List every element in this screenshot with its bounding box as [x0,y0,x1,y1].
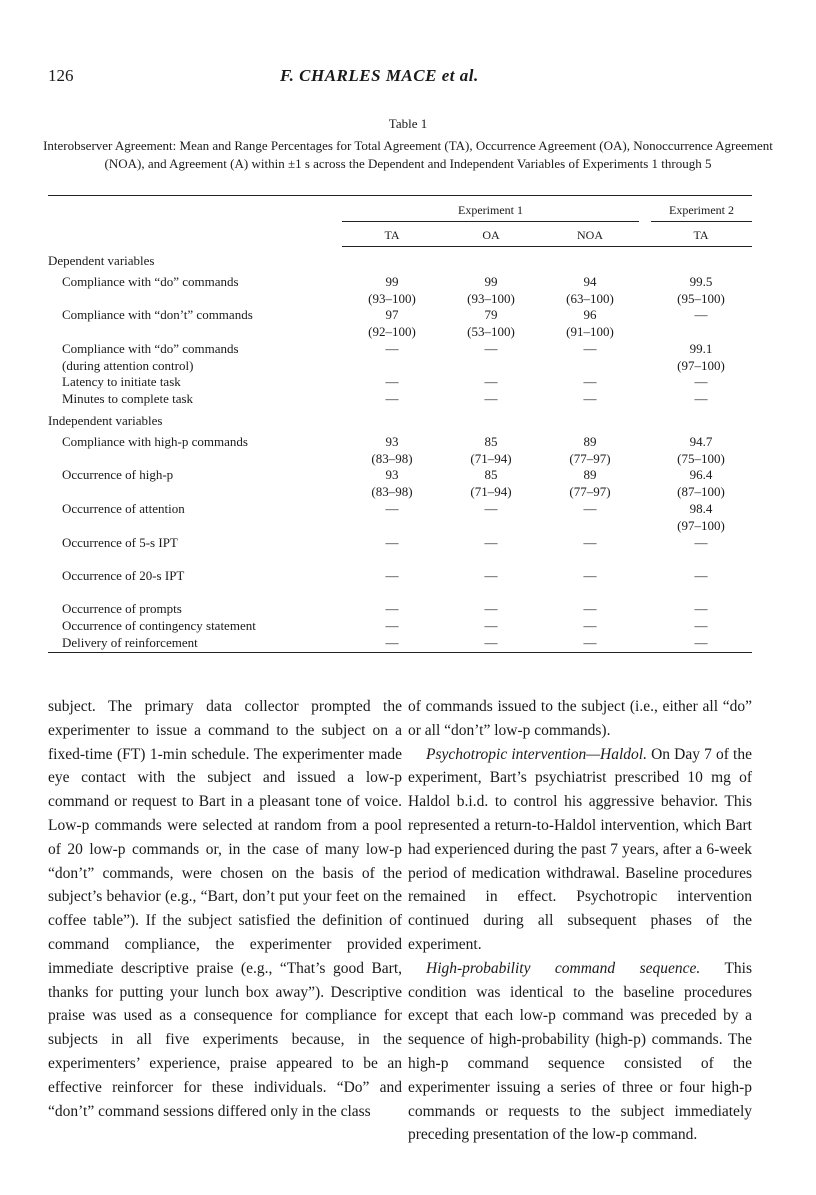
row-label [62,617,342,634]
table-cell [540,600,640,617]
table-cell [651,340,751,374]
cell-range: (87–100) [677,484,725,499]
cell-mean: 99.1 [689,341,713,356]
table-cell [540,500,640,517]
table-cell [540,273,640,307]
cell-mean: 99 [385,274,399,289]
cell-mean: — [694,391,708,406]
table-cell [342,500,442,517]
row-label-line: Compliance with “do” commands [62,274,239,289]
experiment-2-rule [651,221,752,222]
table-cell [441,500,541,517]
cell-mean: 85 [484,434,498,449]
row-label-line: Occurrence of 5-s IPT [62,535,178,550]
row-label [62,306,342,323]
cell-mean: 93 [385,467,399,482]
table-cell [441,634,541,651]
highp-heading: High-probability command sequence. [426,959,701,977]
table-cell [540,634,640,651]
group-header-experiment-1: Experiment 1 [458,203,523,217]
cell-range: (83–98) [371,484,413,499]
cell-mean: — [385,374,399,389]
table-cell [441,433,541,467]
cell-mean: 85 [484,467,498,482]
row-label-line: Occurrence of prompts [62,601,182,616]
haldol-paragraph [408,743,752,957]
cell-mean: — [583,601,597,616]
cell-mean: — [385,501,399,516]
cell-mean: 79 [484,307,498,322]
table-cell [540,433,640,467]
row-label-line: Delivery of reinforcement [62,635,198,650]
cell-mean: — [583,618,597,633]
table-cell [651,390,751,407]
row-label [62,340,342,374]
table-cell [441,373,541,390]
row-label-line: Minutes to complete task [62,391,194,406]
cell-mean: — [583,391,597,406]
row-label-line: Compliance with high-p commands [62,434,248,449]
table-cell [651,500,751,534]
row-label-line: Occurrence of high-p [62,467,174,482]
body-paragraph: subject. The primary data collector prompted the experimenter to issue a command to the subject on a fixed-time (FT) 1-min schedule. The experimenter made eye contact with the subject and issued a low-p command or request to Bart in a pleasant tone of voice. Low-p commands were selected at random from a pool of 20 low-p commands or, in the case of many low-p “don’t” commands, were chosen on the basis of the subject’s behavior (e.g., “Bart, don’t put your feet on the coffee table”). If the subject satisfied the definition of command compliance, the experimenter provided immediate descriptive praise (e.g., “That’s good Bart, thanks for putting your lunch box away”). Descriptive praise was used as a consequence for compliance for subjects in all five experiments because, in the experimenters’ experience, praise appeared to be an effective reinforcer for these individuals. “Do” and “don’t” command sessions differed only in the class [48,698,402,1120]
table-cell [651,433,751,467]
highp-paragraph [408,957,752,1147]
cell-mean: — [385,341,399,356]
body-paragraph-continuation: of commands issued to the subject (i.e., either all “do” or all “don’t” low-p commands). [408,698,752,739]
cell-mean: 93 [385,434,399,449]
cell-mean: — [694,307,708,322]
table-top-rule [48,195,752,196]
table-cell [651,373,751,390]
cell-range: (63–100) [566,291,614,306]
table-cell [441,617,541,634]
cell-mean: — [694,568,708,583]
table-cell [342,634,442,651]
row-label-line: Compliance with “do” commands [62,341,239,356]
column-header-ta-2: TA [693,228,709,242]
cell-range: (97–100) [677,518,725,533]
table-bottom-rule [48,652,752,653]
table-cell [342,306,442,340]
cell-range: (97–100) [677,358,725,373]
cell-mean: — [484,535,498,550]
cell-mean: — [583,535,597,550]
table-cell [342,273,442,307]
table-cell [342,466,442,500]
cell-mean: — [583,568,597,583]
table-cell [342,534,442,551]
cell-mean: 98.4 [689,501,713,516]
section-label: Independent variables [48,413,163,428]
cell-mean: — [583,374,597,389]
table-cell [441,567,541,584]
group-header-experiment-2: Experiment 2 [669,203,734,217]
table-cell [651,466,751,500]
experiment-1-rule [342,221,639,222]
cell-mean: 89 [583,434,597,449]
body-column-right [408,695,752,1147]
cell-range: (53–100) [467,324,515,339]
table-cell [651,617,751,634]
cell-mean: — [385,391,399,406]
table-number: Table 1 [388,116,428,131]
row-label-line: Occurrence of attention [62,501,185,516]
cell-mean: — [385,618,399,633]
column-header-noa: NOA [577,228,603,242]
cell-range: (75–100) [677,451,725,466]
row-label [62,534,342,551]
cell-mean: — [484,568,498,583]
table-cell [651,306,751,323]
table-cell [342,373,442,390]
cell-mean: 96.4 [689,467,713,482]
row-label-line: Occurrence of contingency statement [62,618,256,633]
row-label [62,433,342,450]
table-cell [540,617,640,634]
column-header-oa: OA [482,228,500,242]
table-cell [342,600,442,617]
cell-mean: — [694,601,708,616]
table-cell [540,567,640,584]
cell-mean: 94.7 [689,434,713,449]
table-cell [441,273,541,307]
table-cell [342,340,442,357]
cell-range: (77–97) [569,484,611,499]
table-cell [540,340,640,357]
table-cell [441,306,541,340]
cell-mean: 89 [583,467,597,482]
table-cell [651,273,751,307]
cell-range: (71–94) [470,484,512,499]
cell-range: (92–100) [368,324,416,339]
column-header-rule [342,246,752,247]
cell-mean: — [484,618,498,633]
table-cell [651,534,751,551]
row-label-line: (during attention control) [62,358,194,373]
table-cell [651,600,751,617]
table-cell [441,600,541,617]
cell-mean: — [385,601,399,616]
row-label [62,500,342,517]
table-cell [540,373,640,390]
table-cell [540,466,640,500]
table-title: Interobserver Agreement: Mean and Range Percentages for Total Agreement (TA), Occurrence Agreement (OA), Nonoccurrence Agreement (NOA), and Agreement (A) within ±1 s across the Dependent and Independent Variables of Experiments 1 through 5 [43,138,773,171]
cell-range: (83–98) [371,451,413,466]
cell-range: (91–100) [566,324,614,339]
table-cell [441,534,541,551]
row-label [62,273,342,290]
cell-mean: 99.5 [689,274,713,289]
table-cell [540,534,640,551]
row-label [62,466,342,483]
page-number: 126 [48,66,74,85]
row-label [62,390,342,407]
table-cell [651,567,751,584]
running-title: F. CHARLES MACE et al. [280,66,479,85]
cell-mean: — [583,635,597,650]
haldol-heading: Psychotropic intervention—Haldol. [426,745,647,763]
table-cell [540,306,640,340]
table-cell [441,390,541,407]
cell-mean: — [484,391,498,406]
cell-mean: 96 [583,307,597,322]
row-label-line: Latency to initiate task [62,374,181,389]
table-cell [651,634,751,651]
cell-mean: — [385,535,399,550]
table-cell [540,390,640,407]
row-label [62,634,342,651]
cell-mean: — [583,501,597,516]
cell-mean: — [694,535,708,550]
cell-range: (93–100) [467,291,515,306]
running-head [48,66,748,90]
cell-mean: 99 [484,274,498,289]
cell-range: (71–94) [470,451,512,466]
haldol-text: On Day 7 of the experiment, Bart’s psychiatrist prescribed 10 mg of Haldol b.i.d. to control his aggressive behavior. This represented a return-to-Haldol intervention, which Bart had experienced during the past 7 years, after a 6-week period of medication withdrawal. Baseline procedures remained in effect. Psychotropic intervention continued during all subsequent phases of the experiment. [408,745,752,953]
cell-mean: — [484,635,498,650]
table-cell [441,466,541,500]
table-cell [342,617,442,634]
cell-range: (95–100) [677,291,725,306]
row-label [62,600,342,617]
table-caption [40,115,776,173]
cell-mean: 97 [385,307,399,322]
section-label: Dependent variables [48,253,155,268]
cell-mean: — [385,568,399,583]
cell-mean: — [583,341,597,356]
table-cell [342,567,442,584]
row-label-line: Compliance with “don’t” commands [62,307,253,322]
cell-mean: — [484,501,498,516]
table-cell [441,340,541,357]
cell-mean: — [484,601,498,616]
cell-mean: — [484,341,498,356]
cell-mean: — [694,374,708,389]
table-cell [342,433,442,467]
table-cell [342,390,442,407]
cell-mean: — [694,635,708,650]
row-label [62,373,342,390]
cell-mean: — [385,635,399,650]
body-column-left [48,695,402,1123]
highp-text: This condition was identical to the baseline procedures except that each low-p command was preceded by a sequence of high-probability (high-p) commands. The high-p command sequence consisted of the experimenter issuing a series of three or four high-p commands or requests to the subject immediately preceding presentation of the low-p command. [408,959,752,1144]
row-label-line: Occurrence of 20-s IPT [62,568,185,583]
row-label [62,567,342,584]
column-header-ta-1: TA [384,228,400,242]
cell-range: (93–100) [368,291,416,306]
cell-mean: — [694,618,708,633]
cell-mean: 94 [583,274,597,289]
cell-range: (77–97) [569,451,611,466]
cell-mean: — [484,374,498,389]
